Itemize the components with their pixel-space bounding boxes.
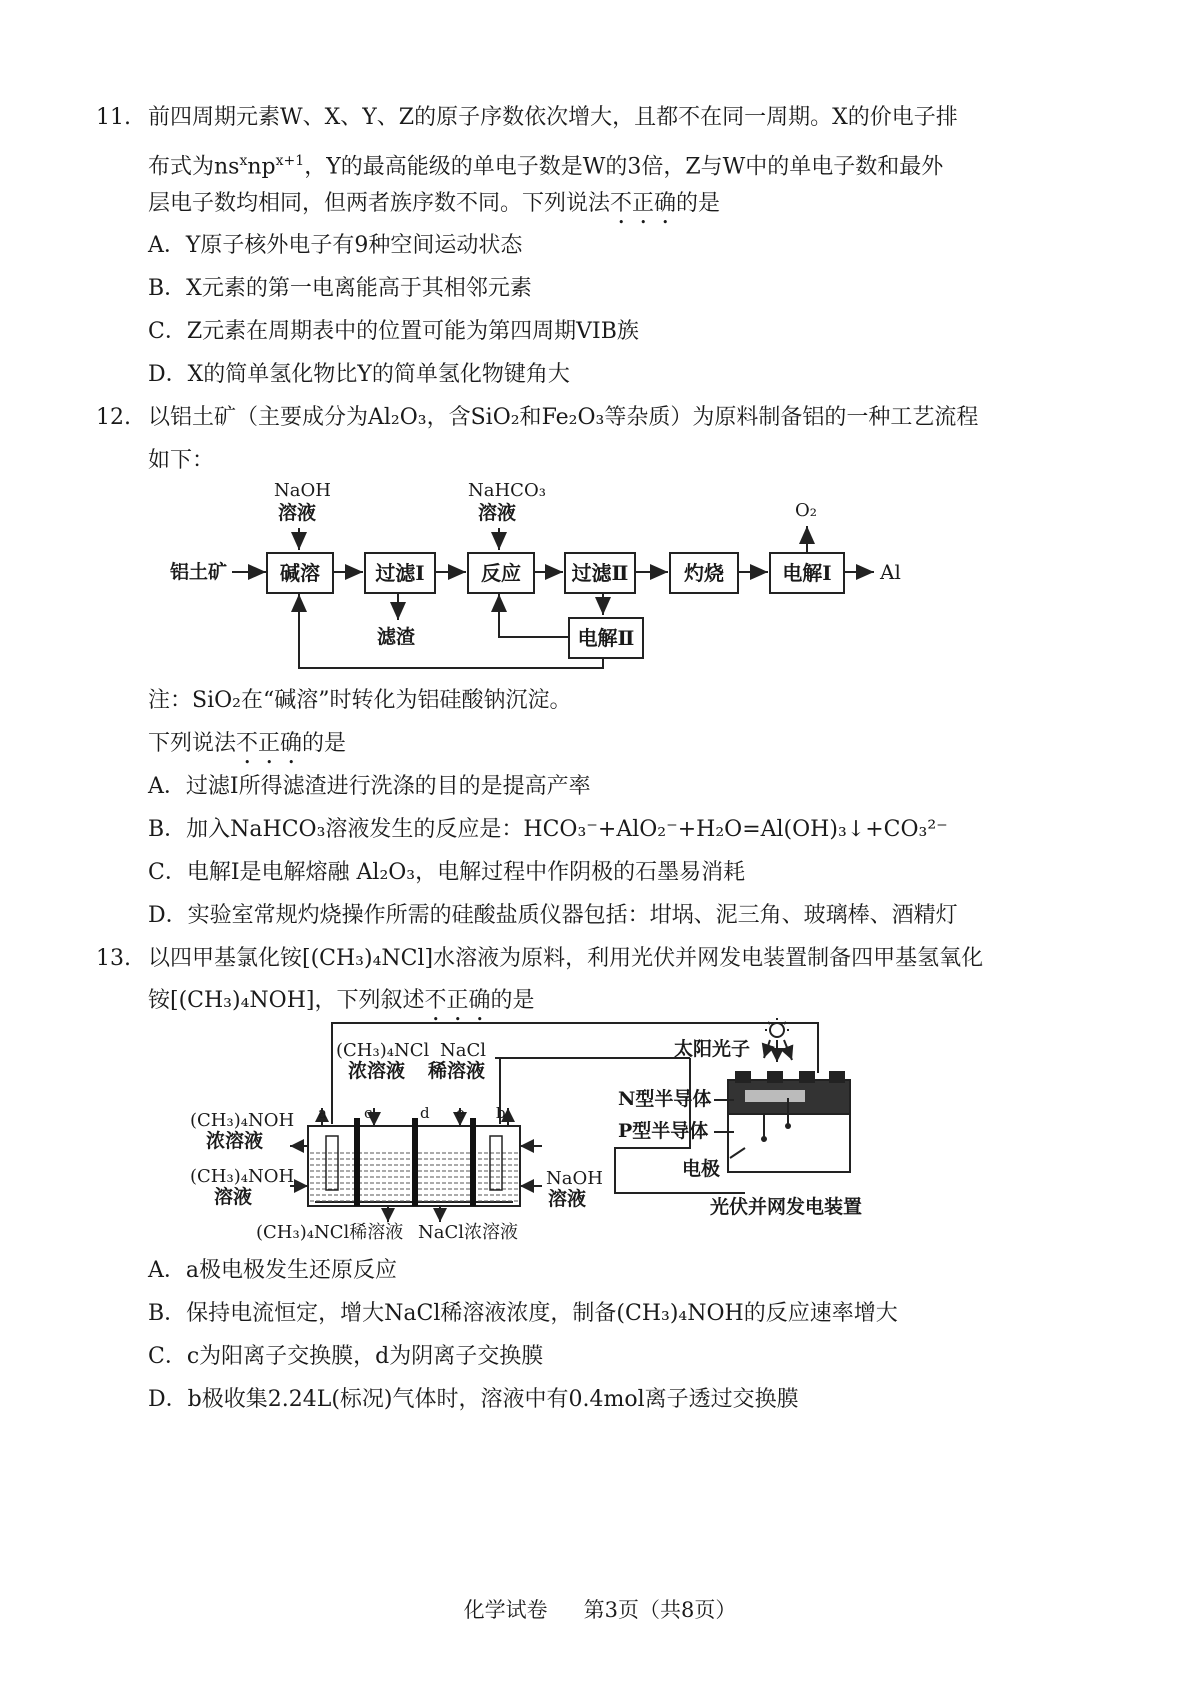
device-bottom-right: NaCl浓溶液 [418,1222,519,1243]
q12-stem-line1 [96,403,978,433]
q13-option-a: A．a极电极发生还原反应 [148,1258,398,1283]
q12-stem-text1: 以铝土矿（主要成分为Al₂O₃，含SiO₂和Fe₂O₃等杂质）为原料制备铝的一种工艺流程 [148,405,979,430]
device-electrode-a: a [318,1104,327,1122]
q12-emphasis: 不正确 [236,731,303,756]
q11-stem-text3b: 的是 [676,191,721,216]
device-n-type: N型半导体 [618,1088,712,1110]
footer-subject: 化学试卷 [463,1598,548,1622]
flow-reagent2-b: 溶液 [478,502,517,524]
q11-stem-text3a: 层电子数均相同，但两者族序数不同。下列说法 [148,191,611,216]
q13-emphasis: 不正确 [424,988,491,1013]
q11-option-d: D．X的简单氢化物比Y的简单氢化物键角大 [148,362,570,387]
q12-ask [148,729,346,769]
device-right-in-1: NaOH [546,1168,603,1189]
q11-emphasis: 不正确 [610,191,677,216]
q12-stem-line2: 如下： [148,448,215,473]
q13-option-c: C．c为阳离子交换膜，d为阴离子交换膜 [148,1344,544,1369]
q11-option-a: A．Y原子核外电子有9种空间运动状态 [148,233,523,258]
flow-box-filter1: 过滤Ⅰ [364,552,436,594]
device-membrane-e: e [456,1104,465,1122]
q12-number: 12. [96,405,131,430]
device-right-in-2: 溶液 [548,1188,587,1210]
device-left-in-2: 溶液 [214,1186,253,1208]
flow-o2-label: O₂ [795,500,817,521]
q13-option-b: B．保持电流恒定，增大NaCl稀溶液浓度，制备(CH₃)₄NOH的反应速率增大 [148,1301,898,1326]
q11-sup-x1: x+1 [275,153,305,169]
q11-stem-text2b: np [247,154,276,180]
q12-option-d: D．实验室常规灼烧操作所需的硅酸盐质仪器包括：坩埚、泥三角、玻璃棒、酒精灯 [148,903,958,928]
q11-stem-text1: 前四周期元素W、X、Y、Z的原子序数依次增大，且都不在同一周期。X的价电子排 [148,105,958,130]
device-top-right-2: 稀溶液 [428,1060,486,1082]
q12-ask-a: 下列说法 [148,731,237,756]
flow-residue-label: 滤渣 [377,626,416,648]
device-left-in-1: (CH₃)₄NOH [190,1166,295,1187]
device-sun-label: 太阳光子 [674,1038,751,1060]
q11-option-c: C．Z元素在周期表中的位置可能为第四周期VIB族 [148,319,639,344]
device-bottom-left: (CH₃)₄NCl稀溶液 [256,1222,404,1243]
q13-option-d: D．b极收集2.24L(标况)气体时，溶液中有0.4mol离子透过交换膜 [148,1387,799,1412]
q12-option-c: C．电解Ⅰ是电解熔融 Al₂O₃，电解过程中作阴极的石墨易消耗 [148,860,746,885]
q12-ask-b: 的是 [302,731,347,756]
q12-note: 注：SiO₂在“碱溶”时转化为铝硅酸钠沉淀。 [148,688,572,713]
q11-number: 11. [96,105,131,130]
q11-sup-x: x [239,153,248,169]
q13-stem-text1: 以四甲基氯化铵[(CH₃)₄NCl]水溶液为原料，利用光伏并网发电装置制备四甲基氢氧化 [148,946,984,971]
device-top-left-2: 浓溶液 [348,1060,406,1082]
device-left-out-2: 浓溶液 [206,1130,264,1152]
device-membrane-d: d [420,1104,430,1122]
q13-stem-line1 [96,944,983,974]
device-p-type: P型半导体 [618,1120,709,1142]
q11-stem-text2a: 布式为ns [148,154,240,180]
flow-box-electro2: 电解Ⅱ [568,617,644,659]
flow-box-electro1: 电解Ⅰ [769,552,845,594]
flow-reagent2-a: NaHCO₃ [468,480,546,501]
flow-reagent1-b: 溶液 [278,502,317,524]
footer-page-number: 第3页（共8页） [583,1598,737,1622]
flow-reagent1-a: NaOH [274,480,331,501]
q11-stem-line2 [148,146,943,182]
q13-device-diagram [190,1018,1090,1248]
device-top-left-1: (CH₃)₄NCl [336,1040,430,1061]
flow-input-label: 铝土矿 [170,561,228,583]
q13-stem-text2a: 铵[(CH₃)₄NOH]，下列叙述 [148,988,425,1013]
flow-output-label: Al [880,560,901,584]
flow-box-alkali: 碱溶 [266,552,334,594]
q12-option-a: A．过滤Ⅰ所得滤渣进行洗涤的目的是提高产率 [148,774,591,799]
q11-stem-line3 [148,189,720,229]
q11-stem-line1 [96,103,958,133]
device-electrode-b: b [496,1104,506,1122]
device-top-right-1: NaCl [440,1040,487,1061]
flow-box-roast: 灼烧 [669,552,739,594]
device-electrode-label: 电极 [682,1158,721,1180]
device-membrane-c: c [364,1104,373,1122]
flow-box-reaction: 反应 [467,552,535,594]
q12-option-b: B．加入NaHCO₃溶液发生的反应是：HCO₃⁻+AlO₂⁻+H₂O=Al(OH)₃↓+CO₃²⁻ [148,817,948,842]
q11-option-b: B．X元素的第一电离能高于其相邻元素 [148,276,532,301]
device-caption: 光伏并网发电装置 [710,1196,863,1218]
q11-stem-text2c: ，Y的最高能级的单电子数是W的3倍，Z与W中的单电子数和最外 [304,154,944,180]
q12-flow-diagram [170,480,1070,680]
page-footer [0,1594,1200,1624]
device-left-out-1: (CH₃)₄NOH [190,1110,295,1131]
flow-box-filter2: 过滤Ⅱ [564,552,636,594]
q13-number: 13. [96,946,131,971]
q13-stem-text2b: 的是 [490,988,535,1013]
